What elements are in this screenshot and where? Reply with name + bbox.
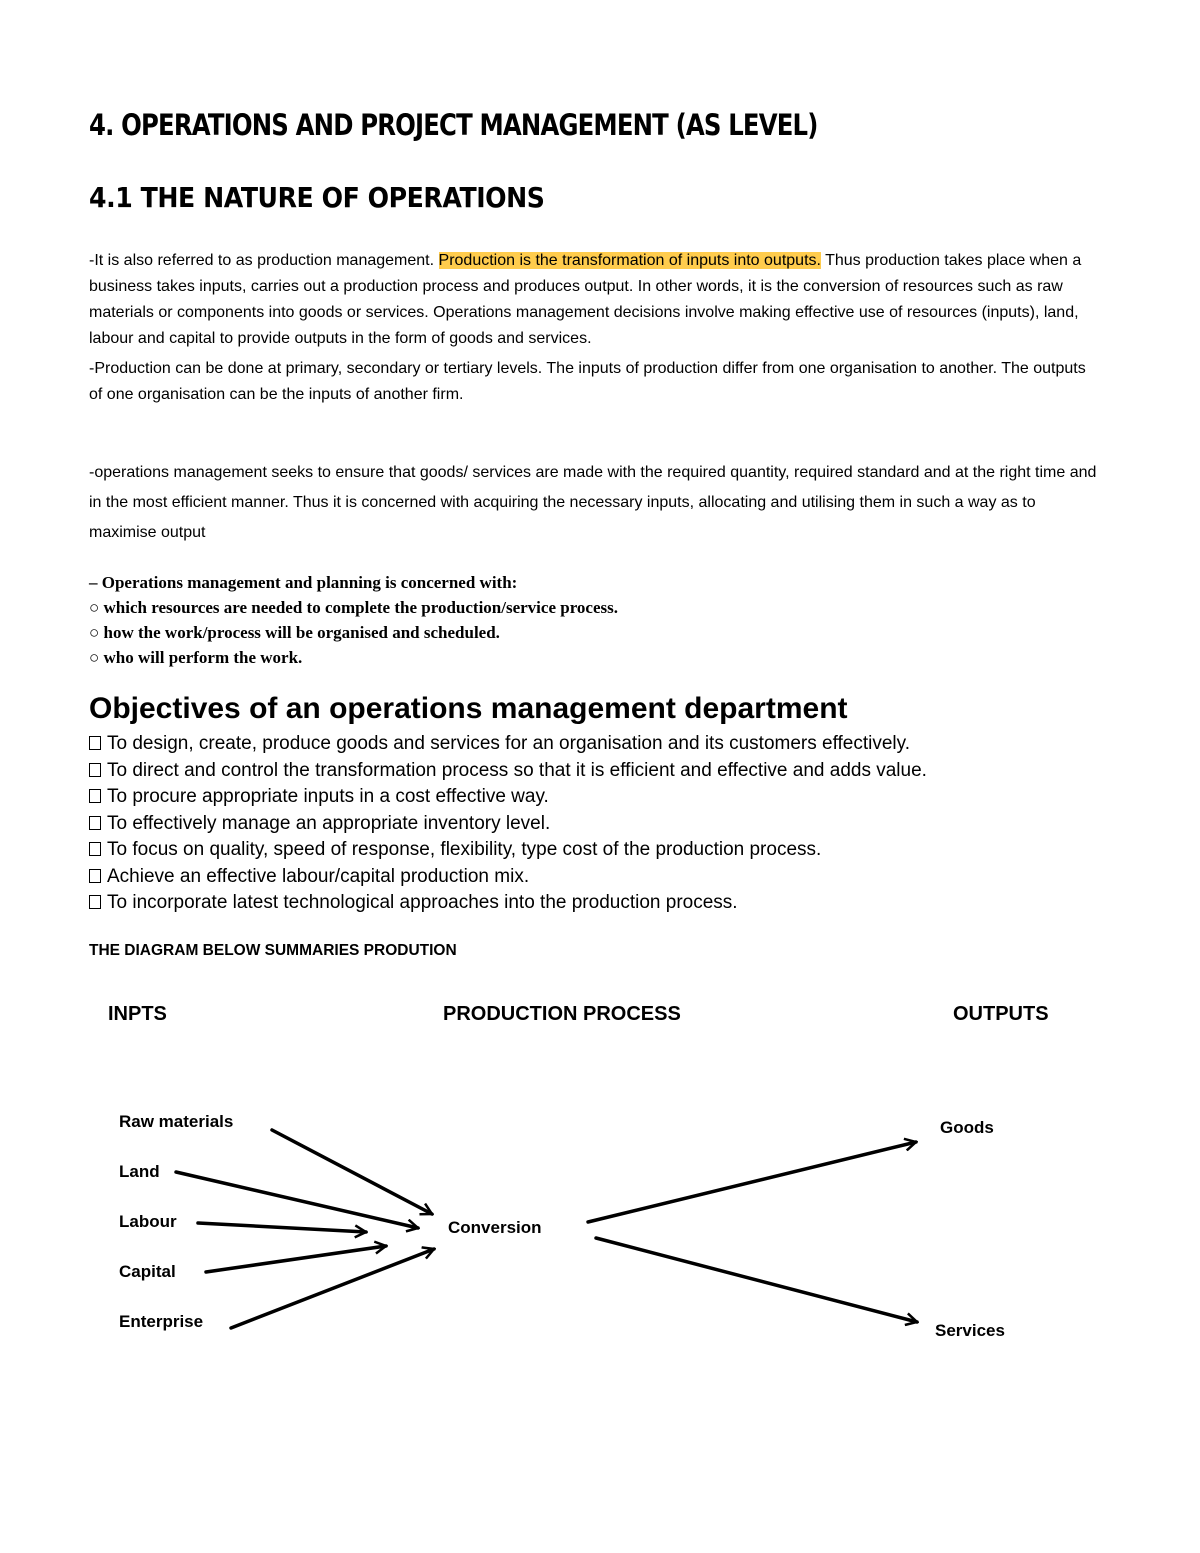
arrow-goods (588, 1142, 916, 1222)
planning-item: ○ which resources are needed to complete the production/service process. (89, 598, 619, 617)
arrow-capital (206, 1246, 386, 1272)
column-outputs-label: OUTPUTS (953, 1003, 1049, 1025)
diagram-caption: THE DIAGRAM BELOW SUMMARIES PRODUTION (89, 942, 457, 959)
output-goods: Goods (940, 1118, 994, 1137)
process-conversion: Conversion (448, 1218, 542, 1237)
objective-text: Achieve an effective labour/capital production mix. (107, 865, 530, 887)
objectives-heading: Objectives of an operations management department (89, 692, 848, 725)
arrow-land (176, 1172, 418, 1228)
intro-paragraph-3: -operations management seeks to ensure that goods/ services are made with the required quantity, required standard and at the right time and in the most efficient manner. Thus it is concerned with acquiring the necessary inputs, allocating and utilising them in such a way as to maximise output (89, 464, 1097, 541)
intro-paragraph-2: -Production can be done at primary, secondary or tertiary levels. The inputs of production differ from one organisation to another. The outputs of one organisation can be the inputs of another firm. (89, 360, 1086, 403)
main-heading: 4. OPERATIONS AND PROJECT MANAGEMENT (AS LEVEL) (89, 108, 818, 142)
output-services: Services (935, 1321, 1005, 1340)
objective-text: To effectively manage an appropriate inventory level. (107, 812, 551, 834)
arrow-enterprise (231, 1249, 434, 1328)
input-land: Land (119, 1162, 160, 1181)
highlighted-definition: Production is the transformation of inputs into outputs. (438, 252, 821, 269)
section-heading: 4.1 THE NATURE OF OPERATIONS (89, 181, 545, 214)
objective-text: To incorporate latest technological approaches into the production process. (107, 892, 738, 913)
column-inputs-label: INPTS (108, 1003, 167, 1025)
objective-text: To direct and control the transformation process so that it is efficient and effective and adds value. (107, 759, 927, 781)
arrow-services (596, 1238, 917, 1322)
intro-rest: Thus production takes place when a business takes inputs, carries out a production process and produces output. In other words, it is the conversion of resources such as raw materials or components into goods or services. Operations management decisions involve making effective use of resources (inputs), land, labour and capital to provide outputs in the form of goods and services. (89, 252, 1082, 347)
input-raw-materials: Raw materials (119, 1112, 234, 1131)
intro-lead: -It is also referred to as production management. (89, 252, 439, 269)
planning-title: – Operations management and planning is concerned with: (89, 573, 518, 592)
column-process-label: PRODUCTION PROCESS (443, 1003, 681, 1025)
objective-text: To procure appropriate inputs in a cost effective way. (107, 786, 549, 807)
objective-text: To design, create, produce goods and services for an organisation and its customers effectively. (107, 733, 911, 754)
input-labour: Labour (119, 1212, 177, 1231)
objective-text: To focus on quality, speed of response, flexibility, type cost of the production process. (107, 839, 822, 860)
planning-item: ○ how the work/process will be organised and scheduled. (89, 623, 500, 642)
input-capital: Capital (119, 1262, 176, 1281)
input-enterprise: Enterprise (119, 1312, 204, 1331)
planning-item: ○ who will perform the work. (89, 648, 303, 667)
arrow-labour (198, 1223, 366, 1232)
